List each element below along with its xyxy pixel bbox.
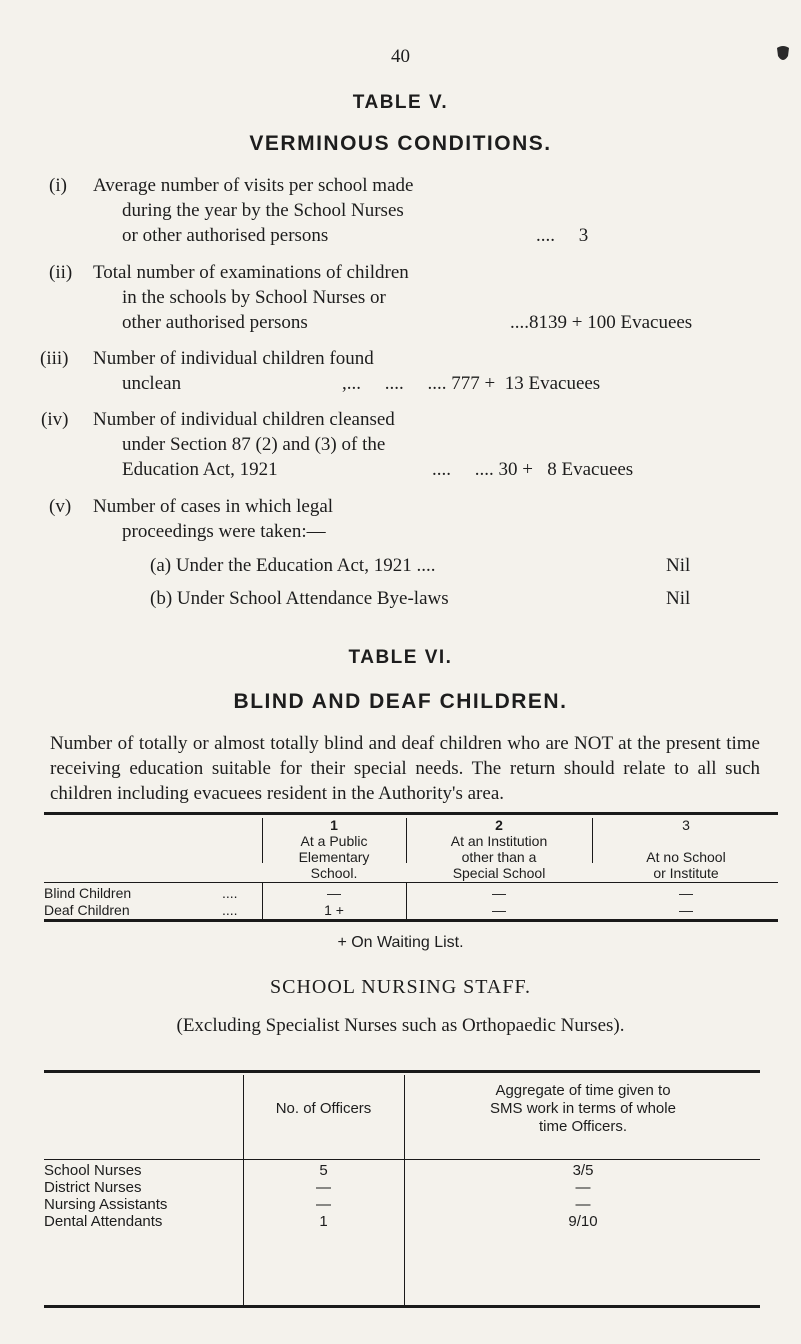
row-label: Deaf Children bbox=[44, 902, 130, 918]
table-cell: 9/10 bbox=[568, 1213, 598, 1230]
row-label: Blind Children bbox=[44, 885, 132, 901]
table-cell: — bbox=[327, 885, 341, 901]
column-number: 1 bbox=[330, 817, 338, 833]
item-text: proceedings were taken:— bbox=[122, 521, 326, 542]
table-cell: — bbox=[679, 885, 693, 901]
sub-item-value: Nil bbox=[666, 555, 691, 576]
sub-item-label: (b) Under School Attendance Bye-laws bbox=[150, 588, 449, 609]
column-number: 2 bbox=[495, 817, 503, 833]
column-divider bbox=[262, 883, 263, 919]
item-text: other authorised persons bbox=[122, 312, 308, 333]
table-rule bbox=[44, 1159, 760, 1160]
table-cell: 3/5 bbox=[572, 1162, 594, 1179]
table-cell: — bbox=[679, 902, 693, 918]
column-header-aggregate: SMS work in terms of whole bbox=[490, 1100, 676, 1117]
item-text: unclean bbox=[122, 373, 182, 394]
item-text: during the year by the School Nurses bbox=[122, 200, 404, 221]
column-header: At a Public bbox=[300, 833, 368, 849]
sub-item-value: Nil bbox=[666, 588, 691, 609]
table-rule bbox=[44, 882, 778, 883]
column-divider bbox=[592, 818, 593, 863]
table-cell: — bbox=[575, 1196, 591, 1213]
item-text: Total number of examinations of children bbox=[93, 262, 409, 283]
item-marker: (i) bbox=[49, 175, 67, 196]
column-number: 3 bbox=[682, 817, 690, 833]
column-header: At no School bbox=[646, 849, 726, 865]
item-value: .... 3 bbox=[536, 225, 589, 246]
column-divider bbox=[262, 818, 263, 863]
column-header: Special School bbox=[452, 865, 546, 881]
staff-title: SCHOOL NURSING STAFF. bbox=[270, 976, 531, 998]
row-label: District Nurses bbox=[44, 1179, 142, 1196]
table-cell: — bbox=[492, 902, 506, 918]
table-cell: 1 + bbox=[324, 902, 344, 918]
column-header-aggregate: time Officers. bbox=[538, 1118, 628, 1135]
table-cell: — bbox=[575, 1179, 591, 1196]
item-value: .... .... 30 + 8 Evacuees bbox=[432, 459, 634, 480]
item-marker: (v) bbox=[49, 496, 72, 517]
row-dots: .... bbox=[222, 902, 238, 918]
column-divider bbox=[404, 1075, 405, 1305]
column-header-aggregate: Aggregate of time given to bbox=[495, 1082, 671, 1099]
table-rule bbox=[44, 1070, 760, 1073]
sub-item-label: (a) Under the Education Act, 1921 .... bbox=[150, 555, 436, 576]
table5-title: VERMINOUS CONDITIONS. bbox=[249, 132, 552, 155]
table-rule bbox=[44, 812, 778, 815]
item-text: under Section 87 (2) and (3) of the bbox=[122, 434, 386, 455]
column-header: Elementary bbox=[298, 849, 370, 865]
staff-subtitle: (Excluding Specialist Nurses such as Orthopaedic Nurses). bbox=[176, 1015, 625, 1036]
table6-heading: TABLE VI. bbox=[348, 647, 453, 668]
item-text: or other authorised persons bbox=[122, 225, 329, 246]
row-label: School Nurses bbox=[44, 1162, 142, 1179]
table-cell: 5 bbox=[319, 1162, 328, 1179]
column-divider bbox=[243, 1075, 244, 1305]
column-header: or Institute bbox=[653, 865, 719, 881]
table-cell: 1 bbox=[319, 1213, 328, 1230]
item-marker: (iv) bbox=[41, 409, 69, 430]
table-cell: — bbox=[492, 885, 506, 901]
item-text: Education Act, 1921 bbox=[122, 459, 278, 480]
item-text: Number of cases in which legal bbox=[93, 496, 334, 517]
table-cell: — bbox=[316, 1179, 331, 1196]
item-value: ,... .... .... 777 + 13 Evacuees bbox=[342, 373, 601, 394]
item-marker: (iii) bbox=[40, 348, 69, 369]
item-marker: (ii) bbox=[49, 262, 73, 283]
table5-heading: TABLE V. bbox=[352, 92, 449, 113]
item-text: Average number of visits per school made bbox=[93, 175, 414, 196]
column-header: School. bbox=[310, 865, 358, 881]
table-rule bbox=[44, 1305, 760, 1308]
row-label: Nursing Assistants bbox=[44, 1196, 168, 1213]
table-cell: — bbox=[316, 1196, 331, 1213]
page-number: 40 bbox=[391, 46, 410, 67]
row-dots: .... bbox=[222, 885, 238, 901]
column-header: At an Institution bbox=[450, 833, 548, 849]
column-header: other than a bbox=[461, 849, 537, 865]
table6-paragraph: Number of totally or almost totally blind and deaf children who are NOT at the present time receiving education suitable for their special needs. The return should relate to all such children including evacuees resident in the Authority's area. bbox=[50, 733, 760, 804]
column-header-officers: No. of Officers bbox=[275, 1100, 372, 1117]
table6-title: BLIND AND DEAF CHILDREN. bbox=[233, 690, 568, 713]
row-label: Dental Attendants bbox=[44, 1213, 163, 1230]
column-divider bbox=[406, 883, 407, 919]
item-text: Number of individual children cleansed bbox=[93, 409, 395, 430]
table-rule bbox=[44, 919, 778, 922]
item-value: ....8139 + 100 Evacuees bbox=[510, 312, 693, 333]
column-divider bbox=[406, 818, 407, 863]
item-text: in the schools by School Nurses or bbox=[122, 287, 386, 308]
item-text: Number of individual children found bbox=[93, 348, 374, 369]
table6-footnote: + On Waiting List. bbox=[337, 934, 464, 951]
